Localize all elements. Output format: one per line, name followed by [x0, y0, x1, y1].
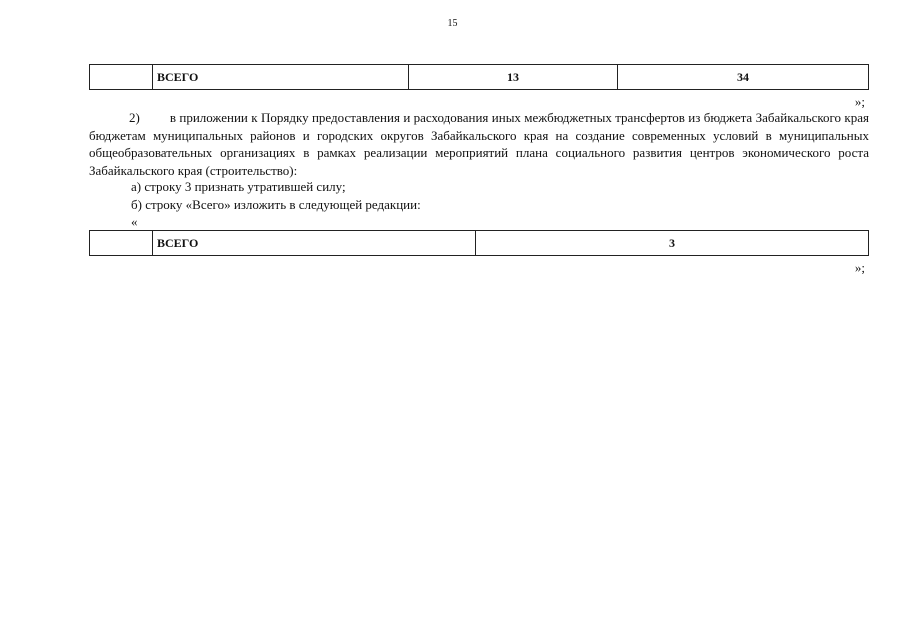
paragraph-text: в приложении к Порядку предоставления и расходования иных межбюджетных трансфертов из бюджета Забайкальского края бюджетам муниципальных районов и городских округов Забайкальского края на создание современных условий в муниципальных общеобразовательных организациях в рамках реализации мероприятий плана социального развития центров экономического роста Забайкальского края (строительство):: [89, 110, 869, 178]
table-cell-total-label: ВСЕГО: [153, 231, 476, 256]
closing-quote-2: »;: [854, 260, 865, 275]
table-cell-empty: [90, 65, 153, 90]
closing-quote-1: »;: [854, 94, 865, 109]
table-cell-value-1: 13: [409, 65, 618, 90]
item-a: а) строку 3 признать утратившей силу;: [131, 179, 346, 194]
item-b: б) строку «Всего» изложить в следующей редакции:: [131, 197, 421, 212]
table-cell-value-1: 3: [476, 231, 869, 256]
paragraph-number: 2): [129, 110, 140, 125]
table-cell-total-label: ВСЕГО: [153, 65, 409, 90]
opening-quote: «: [131, 214, 138, 229]
table-row: [90, 65, 869, 90]
paragraph-2: [89, 109, 869, 179]
table-row: [90, 231, 869, 256]
table-cell-empty: [90, 231, 153, 256]
totals-table-2: [89, 230, 869, 256]
table-cell-value-2: 34: [618, 65, 869, 90]
totals-table-1: [89, 64, 869, 90]
page-number: 15: [447, 18, 458, 29]
